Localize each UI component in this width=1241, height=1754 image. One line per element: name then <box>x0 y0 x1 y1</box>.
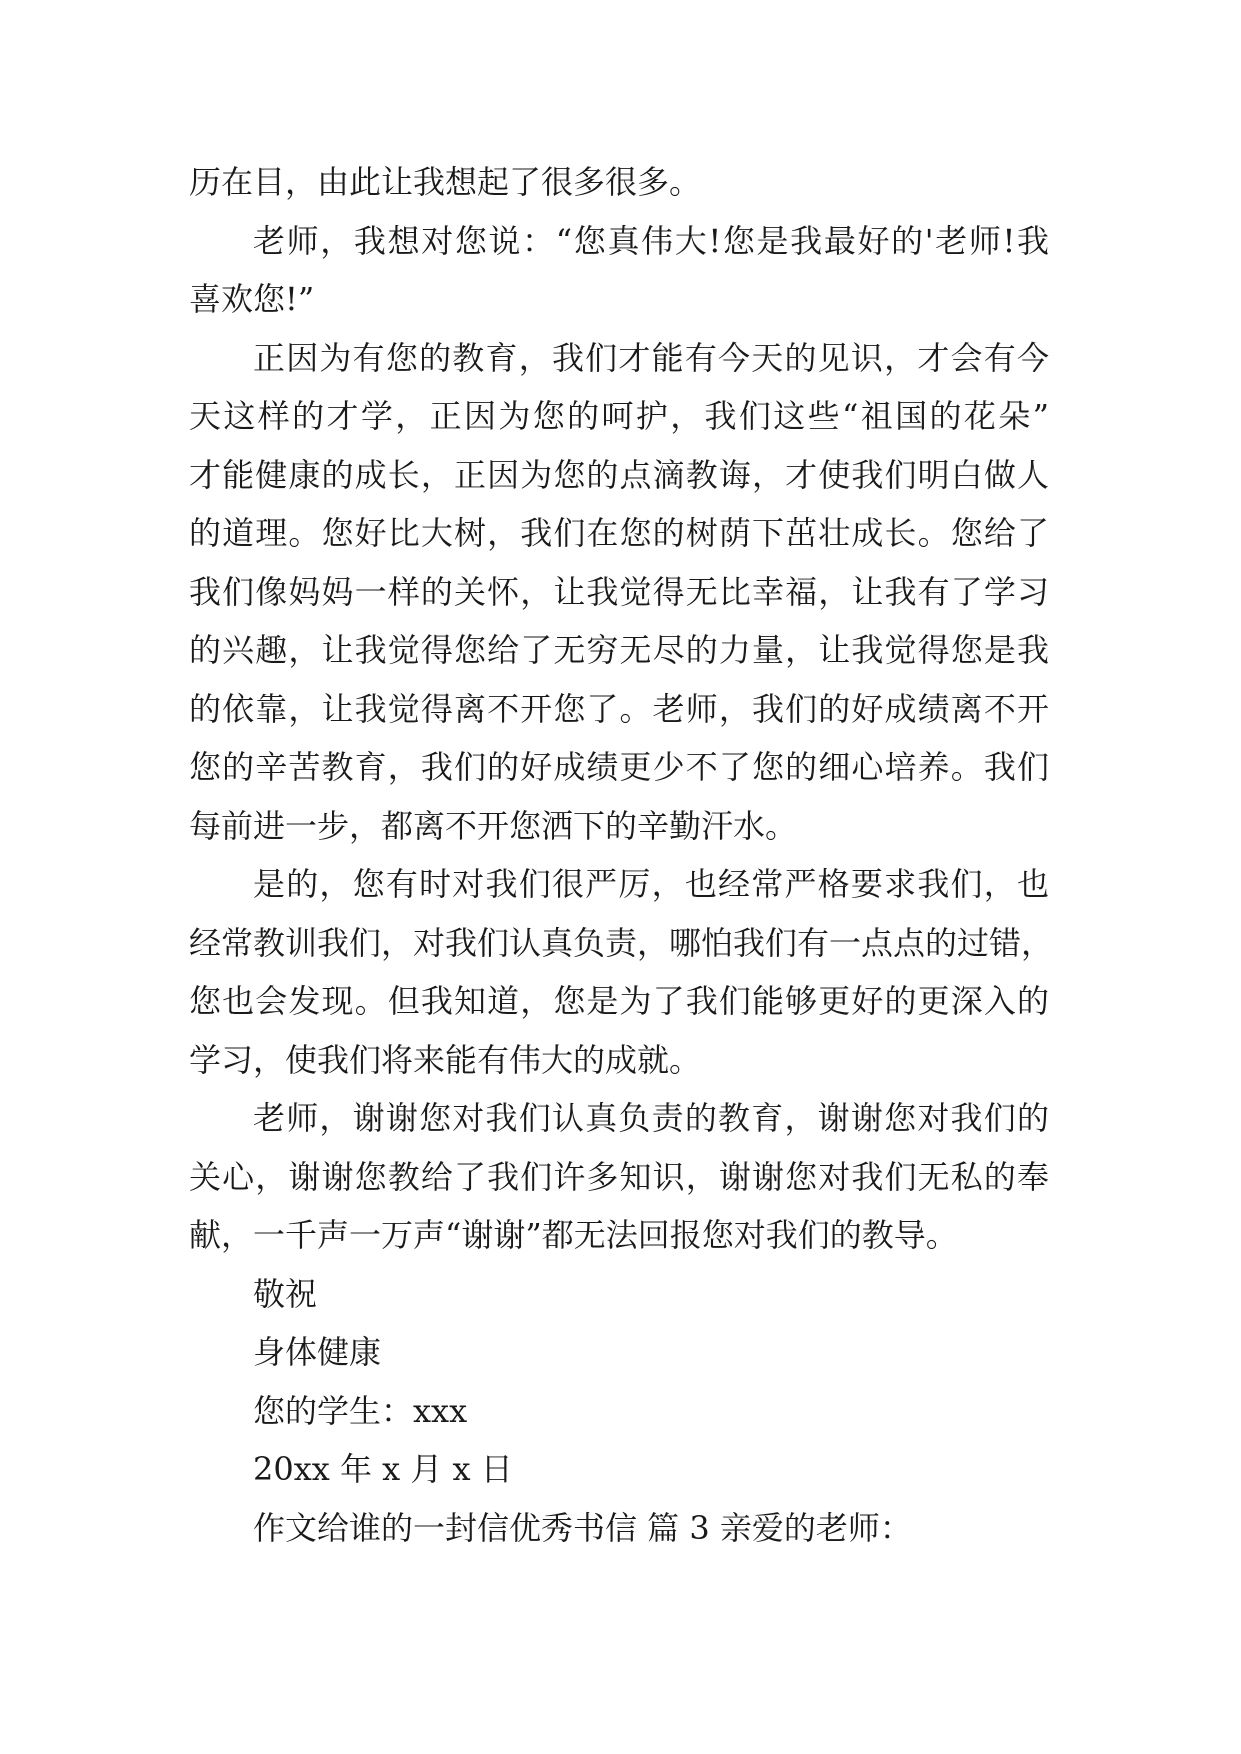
text-line: 天这样的才学，正因为您的呵护，我们这些“祖国的花朵” <box>189 397 1049 435</box>
text-line: 老师，谢谢您对我们认真负责的教育，谢谢您对我们的 <box>253 1099 1049 1137</box>
text-line: 喜欢您!” <box>189 280 315 318</box>
text-line: 您也会发现。但我知道，您是为了我们能够更好的更深入的 <box>189 982 1049 1020</box>
text-line: 的兴趣，让我觉得您给了无穷无尽的力量，让我觉得您是我 <box>189 631 1049 669</box>
text-line: 是的，您有时对我们很严厉，也经常严格要求我们，也 <box>253 865 1049 903</box>
text-line: 经常教训我们，对我们认真负责，哪怕我们有一点点的过错， <box>189 923 1054 962</box>
text-line: 关心，谢谢您教给了我们许多知识，谢谢您对我们无私的奉 <box>189 1157 1049 1196</box>
signature: 您的学生：xxx <box>253 1391 468 1430</box>
text-line: 才能健康的成长，正因为您的点滴教诲，才使我们明白做人 <box>189 455 1049 494</box>
text-line: 的道理。您好比大树，我们在您的树荫下茁壮成长。您给了 <box>189 514 1049 552</box>
text-line: 您的辛苦教育，我们的好成绩更少不了您的细心培养。我们 <box>189 748 1049 786</box>
text-line: 我们像妈妈一样的关怀，让我觉得无比幸福，让我有了学习 <box>189 572 1049 611</box>
text-line: 献，一千声一万声“谢谢”都无法回报您对我们的教导。 <box>189 1216 958 1254</box>
text-line: 学习，使我们将来能有伟大的成就。 <box>189 1040 702 1079</box>
text-line: 正因为有您的教育，我们才能有今天的见识，才会有今 <box>253 338 1049 377</box>
text-line: 历在目，由此让我想起了很多很多。 <box>189 163 702 201</box>
date: 20xx 年 x 月 x 日 <box>253 1450 513 1488</box>
letter-body <box>189 153 1054 1557</box>
text-line: 老师，我想对您说：“您真伟大!您是我最好的'老师!我 <box>253 221 1049 260</box>
text-line: 的依靠，让我觉得离不开您了。老师，我们的好成绩离不开 <box>189 689 1049 728</box>
closing-wish: 身体健康 <box>253 1333 382 1371</box>
closing-salutation: 敬祝 <box>253 1274 318 1313</box>
next-letter-heading: 作文给谁的一封信优秀书信 篇 3 亲爱的老师： <box>253 1508 912 1547</box>
text-line: 每前进一步，都离不开您洒下的辛勤汗水。 <box>189 806 798 845</box>
